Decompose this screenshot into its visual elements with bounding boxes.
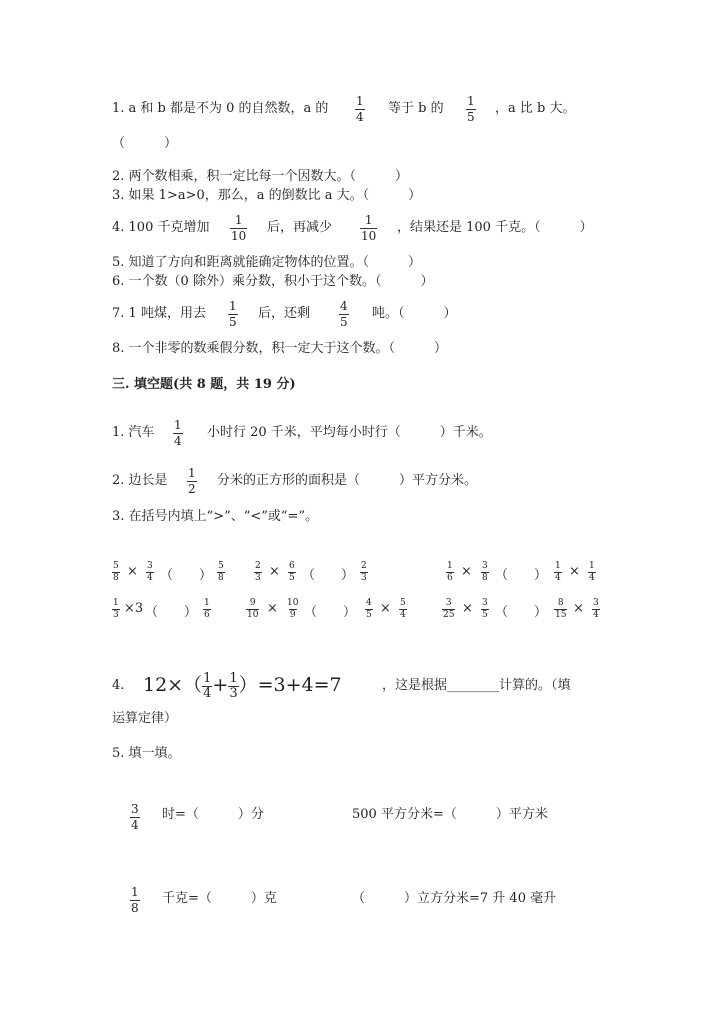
compare-fraction: $\frac{5}{8}$	[113, 561, 119, 583]
judge-q7-a: 7. 1 吨煤，用去	[112, 306, 206, 321]
fill-q4-text-continued: 运算定律）	[112, 711, 178, 726]
judge-q1-b: 等于 b 的	[388, 101, 444, 116]
fill-q4-text: ，这是根据________计算的。（填	[382, 678, 571, 693]
fill-q1-b: 小时行 20 千米，平均每小时行（ ）千米。	[207, 425, 492, 440]
compare-fraction: $\frac{2}{3}$	[255, 561, 261, 583]
fill-q5: 5. 填一填。	[112, 746, 181, 761]
fill-q5-cubic-decimetres: （ ）立方分米=7 升 40 毫升	[352, 891, 557, 906]
compare-fraction: $\frac{3}{8}$	[482, 561, 488, 583]
times-sign: ×	[573, 601, 584, 616]
fraction-one-quarter: $\frac{1}{4}$	[174, 418, 182, 448]
fill-q2-a: 2. 边长是	[112, 473, 168, 488]
judge-q1-c: ，a 比 b 大。	[495, 101, 576, 116]
fraction-one-quarter: $\frac{1}{4}$	[203, 670, 212, 701]
judge-q1-a: 1. a 和 b 都是不为 0 的自然数，a 的	[112, 101, 329, 116]
compare-fraction: $\frac{4}{5}$	[366, 598, 372, 620]
compare-fraction: $\frac{3}{4}$	[147, 561, 153, 583]
judge-q3: 3. 如果 1>a>0，那么，a 的倒数比 a 大。（ ）	[112, 188, 422, 203]
section-heading-fill-in: 三. 填空题(共 8 题，共 19 分)	[112, 377, 296, 392]
compare-fraction: $\frac{3}{4}$	[593, 598, 599, 620]
judge-q7-c: 吨。（ ）	[372, 306, 457, 321]
fill-q5-hours-to-minutes: 时=（ ）分	[162, 807, 264, 822]
compare-answer-paren[interactable]: （ ）	[495, 568, 548, 583]
fraction-one-tenth: $\frac{1}{10}$	[361, 213, 377, 243]
judge-q5: 5. 知道了方向和距离就能确定物体的位置。（ ）	[112, 255, 422, 270]
fill-q4-number: 4.	[112, 678, 125, 693]
compare-fraction: $\frac{10}{9}$	[287, 598, 299, 620]
fraction-one-fifth: $\frac{1}{5}$	[467, 94, 475, 124]
compare-answer-paren[interactable]: （ ）	[160, 568, 213, 583]
times-three: ×3	[124, 601, 144, 616]
compare-answer-paren[interactable]: （ ）	[145, 605, 198, 620]
compare-fraction: $\frac{5}{4}$	[400, 598, 406, 620]
times-sign: ×	[269, 564, 280, 579]
compare-fraction: $\frac{8}{15}$	[555, 598, 567, 620]
judge-q2: 2. 两个数相乘，积一定比每一个因数大。（ ）	[112, 169, 409, 184]
judge-q7-b: 后，还剩	[258, 306, 311, 321]
fraction-one-tenth: $\frac{1}{10}$	[231, 213, 247, 243]
times-sign: ×	[127, 564, 138, 579]
fraction-one-third: $\frac{1}{3}$	[229, 670, 238, 701]
fraction-one-eighth: $\frac{1}{8}$	[131, 885, 139, 915]
judge-q8: 8. 一个非零的数乘假分数，积一定大于这个数。（ ）	[112, 341, 448, 356]
times-sign: ×	[380, 601, 391, 616]
fraction-one-half: $\frac{1}{2}$	[188, 466, 196, 496]
judge-q1-answer-paren[interactable]: （ ）	[112, 136, 178, 151]
judge-q6: 6. 一个数（0 除外）乘分数，积小于这个数。（ ）	[112, 274, 434, 289]
fill-q3: 3. 在括号内填上“>”、“<”或“=”。	[112, 509, 319, 524]
compare-fraction: $\frac{3}{5}$	[482, 598, 488, 620]
times-sign: ×	[461, 564, 472, 579]
compare-fraction: $\frac{6}{5}$	[289, 561, 295, 583]
compare-answer-paren[interactable]: （ ）	[495, 605, 548, 620]
compare-fraction: $\frac{1}{4}$	[555, 561, 561, 583]
judge-q4-c: ，结果还是 100 千克。（ ）	[397, 220, 593, 235]
judge-q4-a: 4. 100 千克增加	[112, 220, 210, 235]
compare-fraction: $\frac{5}{8}$	[218, 561, 224, 583]
fraction-four-fifths: $\frac{4}{5}$	[340, 299, 348, 329]
compare-fraction: $\frac{9}{10}$	[247, 598, 259, 620]
fill-q1-a: 1. 汽车	[112, 425, 155, 440]
times-sign: ×	[267, 601, 278, 616]
compare-fraction: $\frac{1}{6}$	[447, 561, 453, 583]
compare-fraction: $\frac{1}{6}$	[204, 598, 210, 620]
fill-q2-b: 分米的正方形的面积是（ ）平方分米。	[217, 473, 478, 488]
fraction-one-quarter: $\frac{1}{4}$	[356, 94, 364, 124]
times-sign: ×	[569, 564, 580, 579]
judge-q4-b: 后，再减少	[267, 220, 333, 235]
compare-fraction: $\frac{2}{3}$	[361, 561, 367, 583]
times-sign: ×	[462, 601, 473, 616]
fill-q4-equation: 12×（ $\frac{1}{4}$ + $\frac{1}{3}$ ）=3+4=7	[143, 670, 342, 701]
compare-answer-paren[interactable]: （ ）	[304, 605, 357, 620]
compare-fraction: $\frac{3}{25}$	[443, 598, 455, 620]
fill-q5-kilograms-to-grams: 千克=（ ）克	[162, 891, 277, 906]
compare-fraction: $\frac{1}{3}$	[113, 598, 119, 620]
compare-fraction: $\frac{1}{4}$	[589, 561, 595, 583]
compare-answer-paren[interactable]: （ ）	[302, 568, 355, 583]
fill-q5-square-decimetres: 500 平方分米=（ ）平方米	[352, 807, 548, 822]
fraction-three-quarters: $\frac{3}{4}$	[131, 802, 139, 832]
fraction-one-fifth: $\frac{1}{5}$	[229, 299, 237, 329]
